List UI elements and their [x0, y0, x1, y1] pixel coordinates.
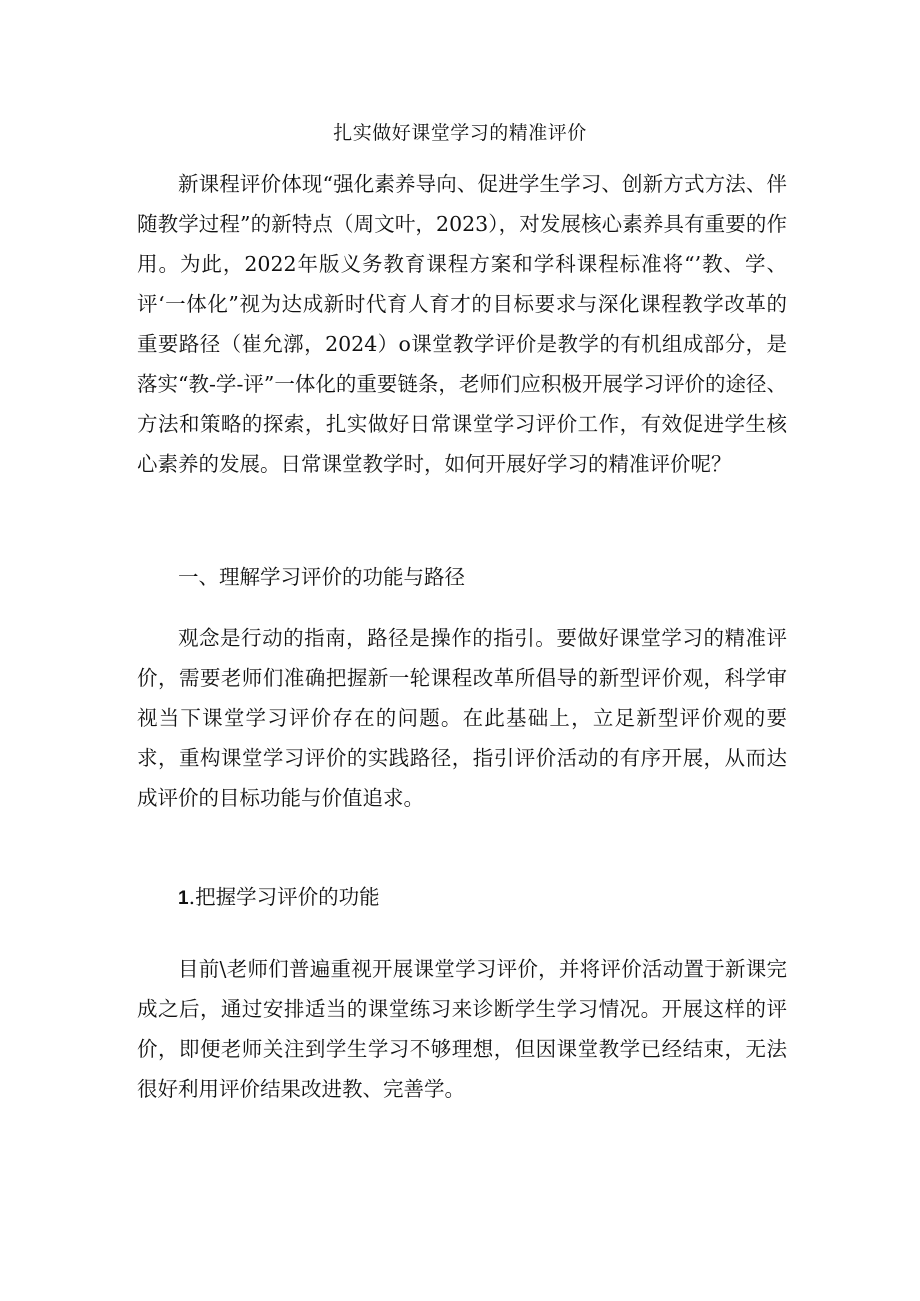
subsection-paragraph: 目前\老师们普遍重视开展课堂学习评价，并将评价活动置于新课完成之后，通过安排适当的课堂练习来诊断学生学习情况。开展这样的评价，即便老师关注到学生学习不够理想，但因课堂教学已经结束，无法很好利用评价结果改进教、完善学。: [137, 957, 787, 1101]
intro-paragraph: 新课程评价体现“强化素养导向、促进学生学习、创新方式方法、伴随教学过程”的新特点（周文叶，2023），对发展核心素养具有重要的作用。为此，2022年版义务教育课程方案和学科课程标准将“’教、学、评‘一体化”视为达成新时代育人育才的目标要求与深化课程教学改革的重要路径（崔允漷，2024）o课堂教学评价是教学的有机组成部分，是落实“教-学-评”一体化的重要链条，老师们应积极开展学习评价的途径、方法和策略的探索，扎实做好日常课堂学习评价工作，有效促进学生核心素养的发展。日常课堂教学时，如何开展好学习的精准评价呢？: [137, 172, 787, 476]
subsection-heading-text: .把握学习评价的功能: [188, 885, 380, 909]
section-paragraph: 观念是行动的指南，路径是操作的指引。要做好课堂学习的精准评价，需要老师们准确把握新一轮课程改革所倡导的新型评价观，科学审视当下课堂学习评价存在的问题。在此基础上，立足新型评价观的要求，重构课堂学习评价的实践路径，指引评价活动的有序开展，从而达成评价的目标功能与价值追求。: [137, 626, 787, 810]
subsection-number: 1: [178, 888, 189, 909]
section-heading: 一、理解学习评价的功能与路径: [178, 565, 465, 589]
subsection-heading: [178, 882, 778, 914]
document-title: 扎实做好课堂学习的精准评价: [333, 122, 587, 144]
